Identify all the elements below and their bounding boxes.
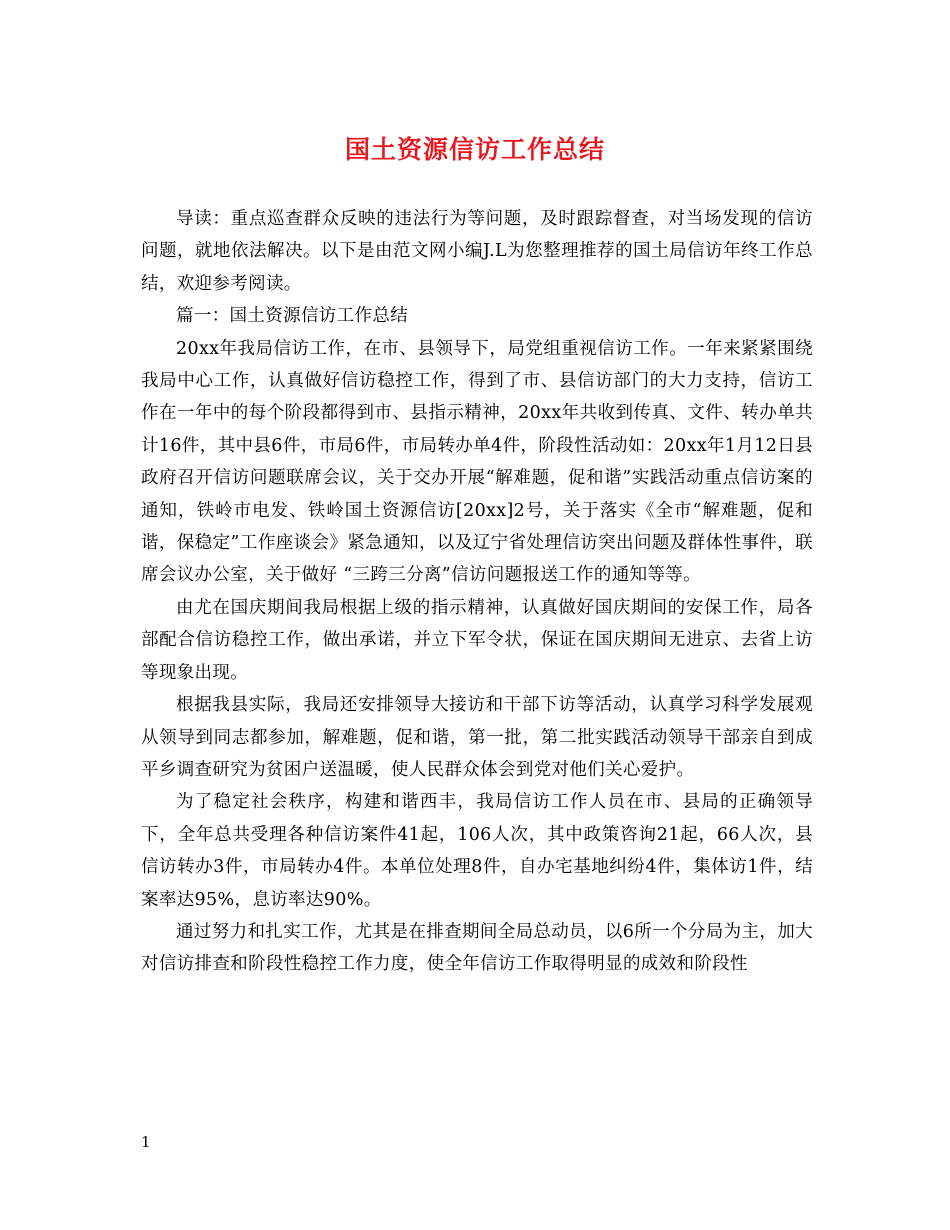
paragraph-annual-overview: 20xx年我局信访工作，在市、县领导下，局党组重视信访工作。一年来紧紧围绕我局中心工作，认真做好信访稳控工作，得到了市、县信访部门的大力支持，信访工作在一年中的每个阶段都得到市、县指示精神，20xx年共收到传真、文件、转办单共计16件，其中县6件，市局6件，市局转办单4件，阶段性活动如：20xx年1月12日县政府召开信访问题联席会议，关于交办开展“解难题，促和谐”实践活动重点信访案的通知，铁岭市电发、铁岭国土资源信访[20xx]2号，关于落实《全市“解难题，促和谐，保稳定”工作座谈会》紧急通知，以及辽宁省处理信访突出问题及群体性事件，联席会议办公室，关于做好 “三跨三分离”信访问题报送工作的通知等等。 (141, 338, 813, 586)
paragraph-leadership-visits: 根据我县实际，我局还安排领导大接访和干部下访等活动，认真学习科学发展观从领导到同志都参加，解难题，促和谐，第一批，第二批实践活动领导干部亲自到成平乡调查研究为贫困户送温暖，使人民群众体会到党对他们关心爱护。 (141, 695, 813, 780)
page-number: 1 (141, 1133, 151, 1151)
paragraph-results: 通过努力和扎实工作，尤其是在排查期间全局总动员，以6所一个分局为主，加大对信访排查和阶段性稳控工作力度，使全年信访工作取得明显的成效和阶段性 (141, 921, 813, 975)
paragraph-section-heading: 篇一：国土资源信访工作总结 (176, 306, 409, 327)
paragraph-national-day: 由尤在国庆期间我局根据上级的指示精神，认真做好国庆期间的安保工作，局各部配合信访稳控工作，做出承诺，并立下军令状，保证在国庆期间无进京、去省上访等现象出现。 (141, 597, 813, 683)
paragraph-intro: 导读：重点巡查群众反映的违法行为等问题，及时跟踪督查，对当场发现的信访问题，就地依法解决。以下是由范文网小编J.L为您整理推荐的国土局信访年终工作总结，欢迎参考阅读。 (141, 209, 813, 294)
document-title: 国土资源信访工作总结 (344, 135, 605, 164)
document-body (141, 203, 813, 981)
paragraph-case-statistics: 为了稳定社会秩序，构建和谐西丰，我局信访工作人员在市、县局的正确领导下，全年总共受理各种信访案件41起，106人次，其中政策咨询21起，66人次，县信访转办3件，市局转办4件。本单位处理8件，自办宅基地纠纷4件，集体访1件，结案率达95%，息访率达90%。 (141, 792, 813, 910)
